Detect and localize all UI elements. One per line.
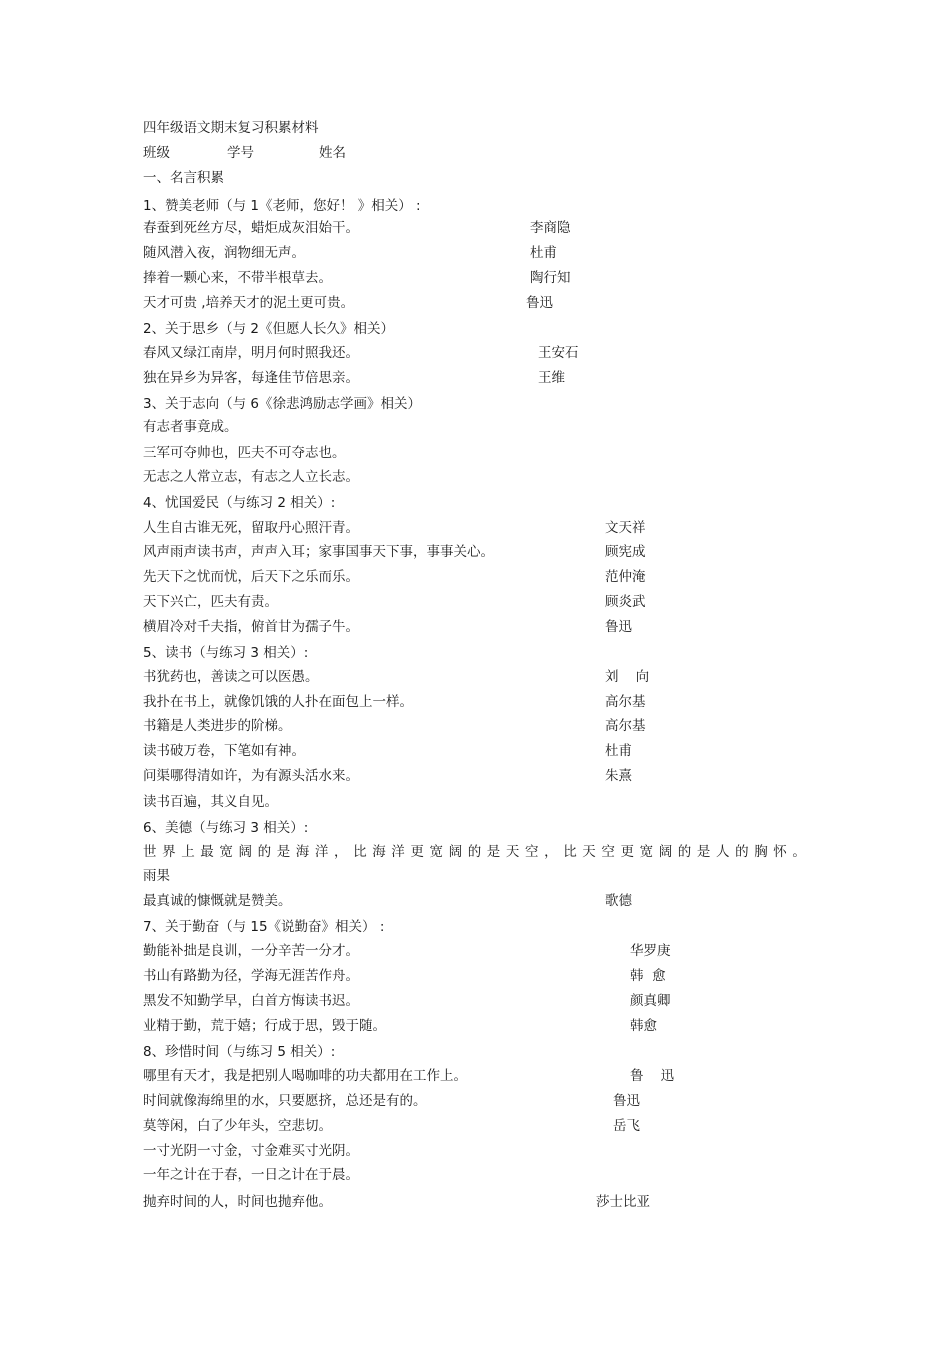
quote-text: 风声雨声读书声，声声入耳；家事国事天下事，事事关心。 — [143, 544, 494, 560]
quote-text: 黑发不知勤学早，白首方悔读书迟。 — [143, 993, 359, 1009]
quote-text: 最真诚的慷慨就是赞美。 — [143, 893, 292, 909]
quote-author: 李商隐 — [530, 220, 571, 236]
quote-text: 有志者事竟成。 — [143, 419, 238, 435]
student-number-label: 学号 — [227, 145, 254, 161]
section-heading: 4、忧国爱民（与练习 2 相关）: — [143, 495, 336, 511]
quote-text: 三军可夺帅也，匹夫不可夺志也。 — [143, 445, 346, 461]
quote-author: 华罗庚 — [630, 943, 671, 959]
quote-author: 杜甫 — [530, 245, 557, 261]
quote-text: 书山有路勤为径，学海无涯苦作舟。 — [143, 968, 359, 984]
quote-author: 颜真卿 — [630, 993, 671, 1009]
section-heading: 5、读书（与练习 3 相关）: — [143, 645, 309, 661]
section-heading: 3、关于志向（与 6《徐悲鸿励志学画》相关） — [143, 396, 421, 412]
quote-text: 天才可贵 ,培养天才的泥土更可贵。 — [143, 295, 355, 311]
quote-author: 鲁 迅 — [630, 1068, 675, 1084]
quote-text: 抛弃时间的人，时间也抛弃他。 — [143, 1194, 332, 1210]
quote-text: 我扑在书上，就像饥饿的人扑在面包上一样。 — [143, 694, 413, 710]
class-label: 班级 — [143, 145, 170, 161]
quote-author: 陶行知 — [530, 270, 571, 286]
quote-author: 顾宪成 — [605, 544, 646, 560]
quote-text: 无志之人常立志，有志之人立长志。 — [143, 469, 359, 485]
quote-author: 杜甫 — [605, 743, 632, 759]
quote-author: 高尔基 — [605, 718, 646, 734]
quote-text: 人生自古谁无死，留取丹心照汗青。 — [143, 520, 359, 536]
quote-author: 王维 — [538, 370, 565, 386]
section-heading: 7、关于勤奋（与 15《说勤奋》相关） : — [143, 919, 385, 935]
quote-author: 韩愈 — [630, 1018, 657, 1034]
quote-author: 鲁迅 — [605, 619, 632, 635]
quote-author: 文天祥 — [605, 520, 646, 536]
section-heading: 2、关于思乡（与 2《但愿人长久》相关） — [143, 321, 394, 337]
quote-author: 雨果 — [143, 868, 170, 884]
quote-text: 书籍是人类进步的阶梯。 — [143, 718, 292, 734]
quote-text: 世界上最宽阔的是海洋，比海洋更宽阔的是天空，比天空更宽阔的是人的胸怀。 — [143, 844, 812, 860]
quote-text: 独在异乡为异客，每逢佳节倍思亲。 — [143, 370, 359, 386]
quote-author: 高尔基 — [605, 694, 646, 710]
quote-author: 韩 愈 — [630, 968, 666, 984]
quote-text: 一寸光阴一寸金，寸金难买寸光阴。 — [143, 1143, 359, 1159]
section-heading: 1、赞美老师（与 1《老师，您好！ 》相关） : — [143, 198, 421, 214]
quote-text: 莫等闲，白了少年头，空悲切。 — [143, 1118, 332, 1134]
name-label: 姓名 — [319, 145, 346, 161]
quote-text: 勤能补拙是良训，一分辛苦一分才。 — [143, 943, 359, 959]
quote-text: 横眉冷对千夫指，俯首甘为孺子牛。 — [143, 619, 359, 635]
quote-text: 捧着一颗心来，不带半根草去。 — [143, 270, 332, 286]
quote-text: 随风潜入夜，润物细无声。 — [143, 245, 305, 261]
quote-text: 书犹药也，善读之可以医愚。 — [143, 669, 319, 685]
quote-author: 王安石 — [538, 345, 579, 361]
quote-author: 范仲淹 — [605, 569, 646, 585]
document-title: 四年级语文期末复习积累材料 — [143, 120, 319, 136]
quote-text: 读书破万卷，下笔如有神。 — [143, 743, 305, 759]
quote-author: 岳飞 — [613, 1118, 640, 1134]
quote-author: 鲁迅 — [526, 295, 553, 311]
quote-author: 顾炎武 — [605, 594, 646, 610]
quote-text: 天下兴亡，匹夫有责。 — [143, 594, 278, 610]
quote-author: 鲁迅 — [613, 1093, 640, 1109]
quote-text: 时间就像海绵里的水，只要愿挤，总还是有的。 — [143, 1093, 427, 1109]
quote-text: 一年之计在于春，一日之计在于晨。 — [143, 1167, 359, 1183]
quote-text: 春蚕到死丝方尽，蜡炬成灰泪始干。 — [143, 220, 359, 236]
quote-text: 读书百遍，其义自见。 — [143, 794, 278, 810]
quote-text: 哪里有天才，我是把别人喝咖啡的功夫都用在工作上。 — [143, 1068, 467, 1084]
section-heading: 8、珍惜时间（与练习 5 相关）: — [143, 1044, 336, 1060]
quote-author: 刘 向 — [605, 669, 650, 685]
quote-author: 歌德 — [605, 893, 632, 909]
quote-text: 春风又绿江南岸，明月何时照我还。 — [143, 345, 359, 361]
section-heading: 6、美德（与练习 3 相关）: — [143, 820, 309, 836]
quote-author: 朱熹 — [605, 768, 632, 784]
quote-text: 先天下之忧而忧，后天下之乐而乐。 — [143, 569, 359, 585]
quote-text: 问渠哪得清如许，为有源头活水来。 — [143, 768, 359, 784]
quote-author: 莎士比亚 — [596, 1194, 650, 1210]
part-heading: 一、名言积累 — [143, 170, 224, 186]
quote-text: 业精于勤，荒于嬉；行成于思，毁于随。 — [143, 1018, 386, 1034]
